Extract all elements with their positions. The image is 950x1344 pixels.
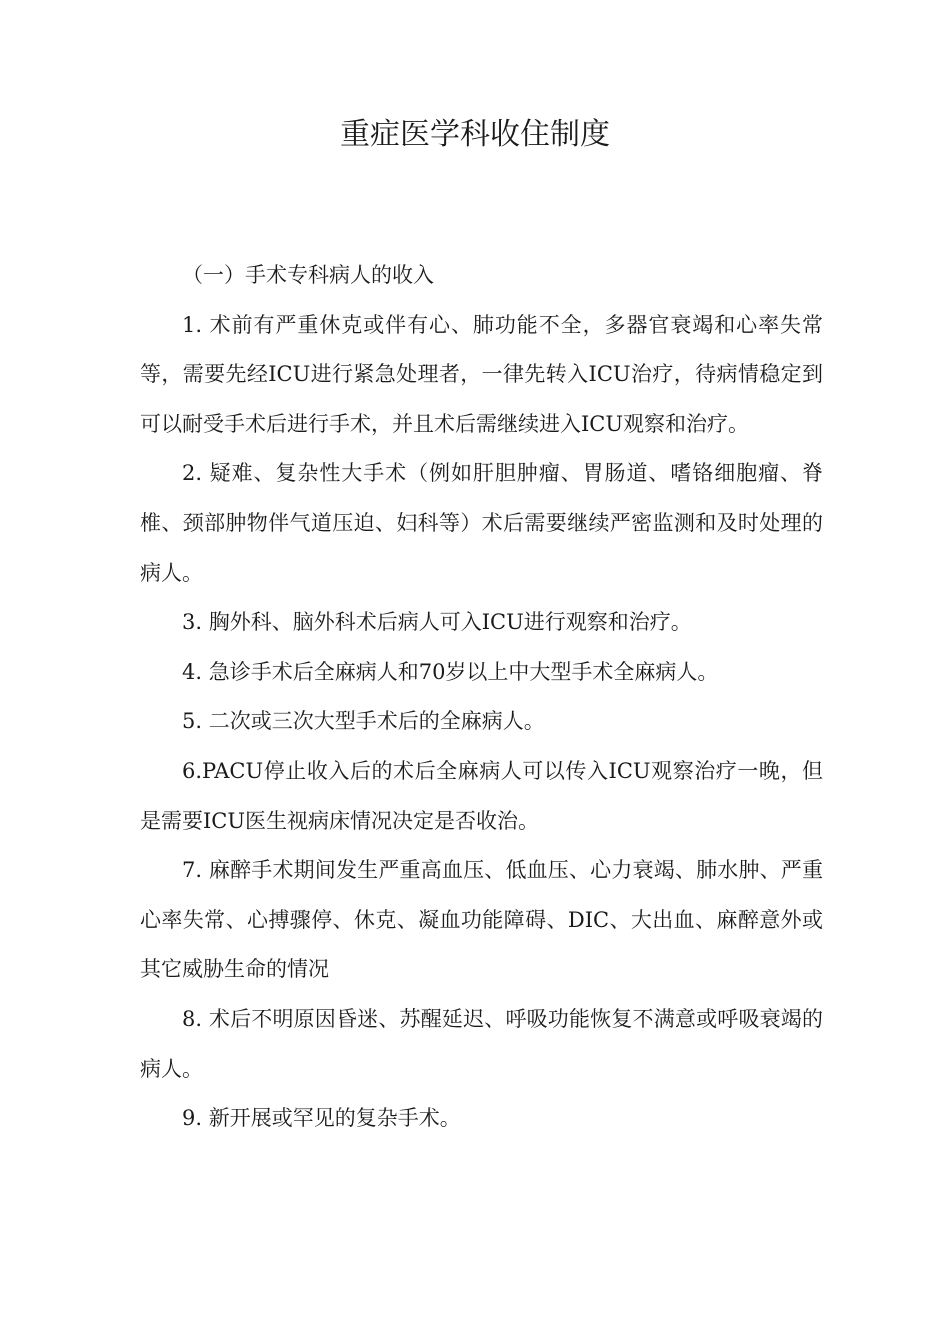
list-item-8: 8. 术后不明原因昏迷、苏醒延迟、呼吸功能恢复不满意或呼吸衰竭的病人。 xyxy=(140,1006,823,1081)
list-item-1: 1. 术前有严重休克或伴有心、肺功能不全，多器官衰竭和心率失常等，需要先经ICU进行紧急处理者，一律先转入ICU治疗，待病情稳定到可以耐受手术后进行手术，并且术后需继续进入ICU观察和治疗。 xyxy=(140,312,823,436)
list-item-9: 9. 新开展或罕见的复杂手术。 xyxy=(182,1106,461,1131)
list-item-6: 6.PACU停止收入后的术后全麻病人可以传入ICU观察治疗一晚，但是需要ICU医生视病床情况决定是否收治。 xyxy=(140,758,823,833)
document-body xyxy=(140,251,823,1144)
list-item-7: 7. 麻醉手术期间发生严重高血压、低血压、心力衰竭、肺水肿、严重心率失常、心搏骤停、休克、凝血功能障碍、DIC、大出血、麻醉意外或其它威胁生命的情况 xyxy=(140,858,823,982)
list-item-5: 5. 二次或三次大型手术后的全麻病人。 xyxy=(182,709,545,734)
list-item-2: 2. 疑难、复杂性大手术（例如肝胆肿瘤、胃肠道、嗜铬细胞瘤、脊椎、颈部肿物伴气道压迫、妇科等）术后需要继续严密监测和及时处理的病人。 xyxy=(140,461,823,585)
list-item-4: 4. 急诊手术后全麻病人和70岁以上中大型手术全麻病人。 xyxy=(182,659,719,684)
list-item-3: 3. 胸外科、脑外科术后病人可入ICU进行观察和治疗。 xyxy=(182,610,692,635)
document-title: 重症医学科收住制度 xyxy=(340,117,610,152)
section-heading: （一）手术专科病人的收入 xyxy=(182,263,434,287)
